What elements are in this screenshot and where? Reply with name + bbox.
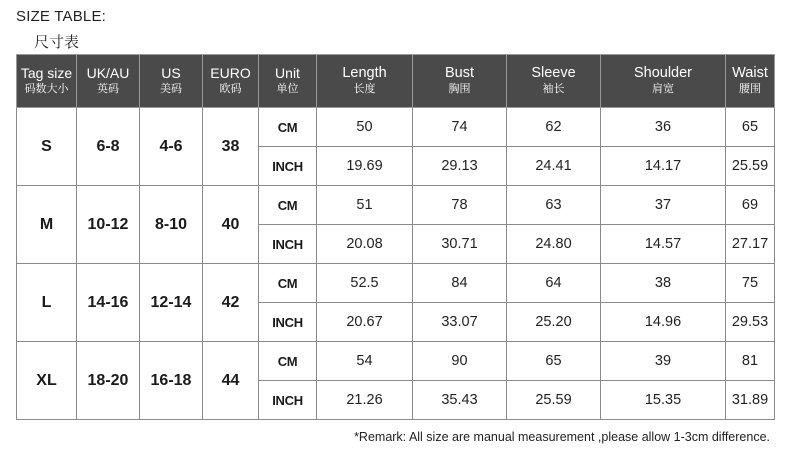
- unit-cm: CM: [259, 186, 317, 225]
- unit-inch: INCH: [259, 381, 317, 420]
- bust-value: 29.13: [413, 147, 507, 186]
- table-row: [17, 186, 775, 225]
- unit-cm: CM: [259, 108, 317, 147]
- shoulder-value: 15.35: [601, 381, 726, 420]
- euro-size: 42: [203, 264, 259, 342]
- waist-value: 65: [726, 108, 775, 147]
- us-size: 12-14: [140, 264, 203, 342]
- waist-value: 29.53: [726, 303, 775, 342]
- sleeve-value: 25.20: [507, 303, 601, 342]
- shoulder-value: 38: [601, 264, 726, 303]
- bust-value: 33.07: [413, 303, 507, 342]
- length-value: 20.08: [317, 225, 413, 264]
- header-row: [17, 55, 775, 108]
- waist-value: 31.89: [726, 381, 775, 420]
- us-size: 8-10: [140, 186, 203, 264]
- unit-inch: INCH: [259, 303, 317, 342]
- size-table: [16, 54, 775, 420]
- shoulder-value: 14.17: [601, 147, 726, 186]
- shoulder-value: 14.96: [601, 303, 726, 342]
- remark-note: *Remark: All size are manual measurement ,please allow 1-3cm difference.: [354, 430, 770, 444]
- header-tag-size: Tag size 码数大小: [17, 55, 77, 108]
- length-value: 52.5: [317, 264, 413, 303]
- sleeve-value: 63: [507, 186, 601, 225]
- sleeve-value: 25.59: [507, 381, 601, 420]
- header-unit: Unit 单位: [259, 55, 317, 108]
- table-row: [17, 108, 775, 147]
- uk-au-size: 10-12: [77, 186, 140, 264]
- length-value: 51: [317, 186, 413, 225]
- size-label: XL: [17, 342, 77, 420]
- sleeve-value: 62: [507, 108, 601, 147]
- waist-value: 27.17: [726, 225, 775, 264]
- header-shoulder: Shoulder 肩宽: [601, 55, 726, 108]
- sleeve-value: 24.41: [507, 147, 601, 186]
- header-length: Length 长度: [317, 55, 413, 108]
- waist-value: 81: [726, 342, 775, 381]
- euro-size: 40: [203, 186, 259, 264]
- bust-value: 30.71: [413, 225, 507, 264]
- unit-inch: INCH: [259, 225, 317, 264]
- sleeve-value: 24.80: [507, 225, 601, 264]
- header-euro: EURO 欧码: [203, 55, 259, 108]
- bust-value: 78: [413, 186, 507, 225]
- bust-value: 90: [413, 342, 507, 381]
- header-waist: Waist 腰围: [726, 55, 775, 108]
- header-bust: Bust 胸围: [413, 55, 507, 108]
- length-value: 54: [317, 342, 413, 381]
- length-value: 19.69: [317, 147, 413, 186]
- euro-size: 38: [203, 108, 259, 186]
- uk-au-size: 6-8: [77, 108, 140, 186]
- table-row: [17, 342, 775, 381]
- us-size: 4-6: [140, 108, 203, 186]
- unit-cm: CM: [259, 342, 317, 381]
- length-value: 20.67: [317, 303, 413, 342]
- waist-value: 75: [726, 264, 775, 303]
- unit-inch: INCH: [259, 147, 317, 186]
- header-us: US 美码: [140, 55, 203, 108]
- header-sleeve: Sleeve 袖长: [507, 55, 601, 108]
- uk-au-size: 14-16: [77, 264, 140, 342]
- bust-value: 84: [413, 264, 507, 303]
- length-value: 50: [317, 108, 413, 147]
- size-table-title: SIZE TABLE:: [16, 8, 107, 25]
- waist-value: 69: [726, 186, 775, 225]
- size-label: M: [17, 186, 77, 264]
- shoulder-value: 14.57: [601, 225, 726, 264]
- shoulder-value: 37: [601, 186, 726, 225]
- size-label: S: [17, 108, 77, 186]
- shoulder-value: 39: [601, 342, 726, 381]
- sleeve-value: 64: [507, 264, 601, 303]
- sleeve-value: 65: [507, 342, 601, 381]
- uk-au-size: 18-20: [77, 342, 140, 420]
- euro-size: 44: [203, 342, 259, 420]
- size-table-title-cn: 尺寸表: [34, 34, 80, 51]
- bust-value: 35.43: [413, 381, 507, 420]
- shoulder-value: 36: [601, 108, 726, 147]
- unit-cm: CM: [259, 264, 317, 303]
- header-uk-au: UK/AU 英码: [77, 55, 140, 108]
- table-row: [17, 264, 775, 303]
- length-value: 21.26: [317, 381, 413, 420]
- size-label: L: [17, 264, 77, 342]
- bust-value: 74: [413, 108, 507, 147]
- waist-value: 25.59: [726, 147, 775, 186]
- us-size: 16-18: [140, 342, 203, 420]
